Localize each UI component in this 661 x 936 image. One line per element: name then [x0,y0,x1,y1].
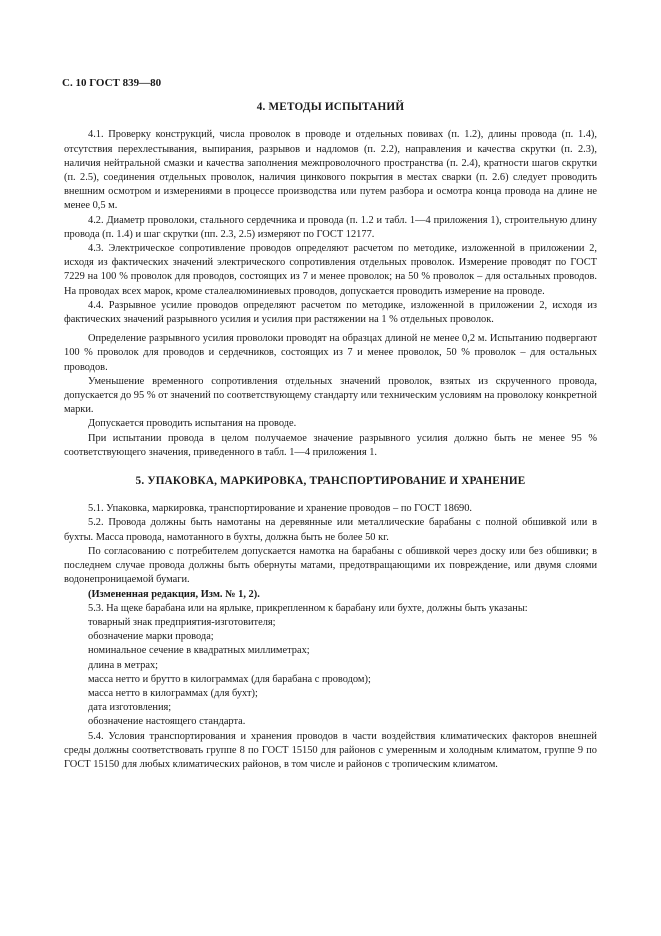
list-item: номинальное сечение в квадратных миллиметрах; [88,645,310,657]
paragraph-5-2: 5.2. Провода должны быть намотаны на деревянные или металлические барабаны с полной обшивкой или в бухты. Масса провода, намотанного в бухты, должна быть не более 50 кг. [64,517,597,543]
list-item: дата изготовления; [88,702,172,714]
section-5-title: 5. УПАКОВКА, МАРКИРОВКА, ТРАНСПОРТИРОВАНИЕ И ХРАНЕНИЕ [135,475,526,488]
paragraph-4-4-whole-wire: При испытании провода в целом получаемое значение разрывного усилия должно быть не менее 95 % соответствующего значения, приведенного в табл. 1—4 приложения 1. [64,432,597,458]
paragraph-4-1: 4.1. Проверку конструкций, числа проволок в проводе и отдельных повивах (п. 1.2), длины провода (п. 1.4), отсутствия перехлестывания, выпирания, разрывов и надломов (п. 2.2), направления и качества скрутки (п. 2.3), наличия нейтральной смазки и качества заполнения межпроволочного пространства (п. 2.4), кратности шагов скрутки (п. 2.5), соединения отдельных проволок, наличия цинкового покрытия в местах сварки (п. 2.6) следует проводить внешним осмотром и измерениями в процессе производства или путем разбора и осмотра конца провода на длине не менее 0,5 м. [64,129,597,212]
paragraph-4-3: 4.3. Электрическое сопротивление проводов определяют расчетом по методике, изложенной в приложении 2, исходя из фактических значений электрического сопротивления отдельных проволок. Измерение проводят по ГОСТ 7229 на 100 % проволок для проводов, состоящих из 7 и менее проволок; на 50 % проволок – для остальных проводов. На проводах всех марок, кроме сталеалюминиевых проводов, допускается проводить измерение на проводе. [64,243,597,297]
paragraph-4-4: 4.4. Разрывное усилие проводов определяют расчетом по методике, изложенной в приложении 2, исходя из фактических значений разрывного усилия и усилия при растяжении на 1 % отдельных проволок. [64,299,597,326]
paragraph-4-4-strength-reduction: Уменьшение временного сопротивления отдельных значений проволок, взятых из скрученного провода, допускается до 95 % от значений по соответствующему стандарту или техническим условиям на проволоку конкретной марки. [64,375,597,416]
list-item: товарный знак предприятия-изготовителя; [88,616,276,628]
paragraph-4-4-break-test: Определение разрывного усилия проволоки проводят на образцах длиной не менее 0,2 м. Испытанию подвергают 100 % проволок для проводов и сердечников, состоящих из 7 и менее проволок, 50 % проволок – для остальных проводов. [64,333,597,373]
list-item: обозначение настоящего стандарта. [88,716,246,728]
paragraph-4-2: 4.2. Диаметр проволоки, стального сердечника и провода (п. 1.2 и табл. 1—4 приложения 1), строительную длину провода (п. 1.4) и шаг скрутки (пп. 2.3, 2.5) измеряют по ГОСТ 12177. [64,214,597,240]
amendment-note: (Измененная редакция, Изм. № 1, 2). [88,588,260,600]
list-item: масса нетто и брутто в килограммах (для барабана с проводом); [88,673,371,685]
page-header: С. 10 ГОСТ 839—80 [62,77,162,89]
marking-list [64,616,597,730]
list-item: масса нетто в килограммах (для бухт); [88,687,258,699]
section-4-title: 4. МЕТОДЫ ИСПЫТАНИЙ [256,101,405,114]
paragraph-4-4-test-on-wire: Допускается проводить испытания на проводе. [88,418,297,430]
paragraph-5-3: 5.3. На щеке барабана или на ярлыке, прикрепленном к барабану или бухте, должны быть указаны: [88,602,528,614]
list-item: обозначение марки провода; [88,631,214,643]
paragraph-5-1: 5.1. Упаковка, маркировка, транспортирование и хранение проводов – по ГОСТ 18690. [88,503,473,515]
paragraph-5-2-agreement: По согласованию с потребителем допускается намотка на барабаны с обшивкой через доску или без обшивки; в последнем случае провода должны быть обернуты матами, предотвращающими их повреждение, или двумя слоями водонепроницаемой бумаги. [64,545,597,586]
paragraph-5-4: 5.4. Условия транспортирования и хранения проводов в части воздействия климатических факторов внешней среды должны соответствовать группе 8 по ГОСТ 15150 для районов с умеренным и холодным климатом, группе 9 по ГОСТ 15150 для любых климатических районов, в том числе и районов с тропическим климатом. [64,730,597,770]
list-item: длина в метрах; [88,659,159,671]
